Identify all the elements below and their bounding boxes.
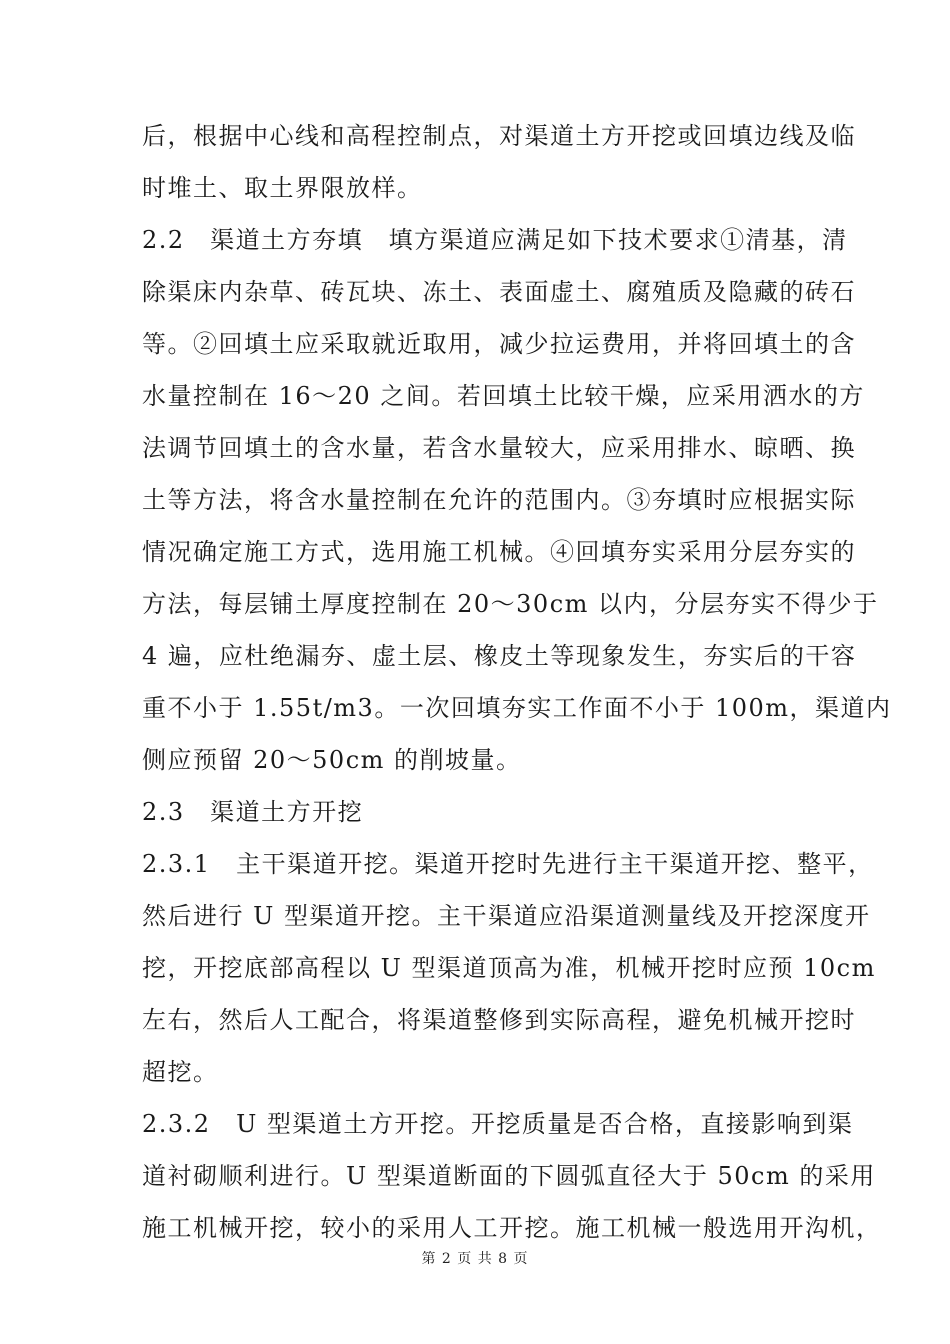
text-line: 道衬砌顺利进行。U 型渠道断面的下圆弧直径大于 50cm 的采用 xyxy=(142,1162,876,1190)
text-line: 法调节回填土的含水量，若含水量较大，应采用排水、晾晒、换 xyxy=(142,434,856,462)
text-line: 超挖。 xyxy=(142,1058,219,1086)
subsection-heading-line: 2.3.2 U 型渠道土方开挖。开挖质量是否合格，直接影响到渠 xyxy=(142,1110,854,1138)
text-line: 除渠床内杂草、砖瓦块、冻土、表面虚土、腐殖质及隐藏的砖石 xyxy=(142,278,856,306)
subsection-heading-line: 2.3.1 主干渠道开挖。渠道开挖时先进行主干渠道开挖、整平， xyxy=(142,850,874,878)
text-line: 等。②回填土应采取就近取用，减少拉运费用，并将回填土的含 xyxy=(142,330,856,358)
text-line: 情况确定施工方式，选用施工机械。④回填夯实采用分层夯实的 xyxy=(142,538,856,566)
section-heading: 2.3 渠道土方开挖 xyxy=(142,798,364,826)
body-text xyxy=(142,110,892,1254)
text-line: 施工机械开挖，较小的采用人工开挖。施工机械一般选用开沟机， xyxy=(142,1214,882,1242)
text-line: 时堆土、取土界限放样。 xyxy=(142,174,423,202)
text-line: 左右，然后人工配合，将渠道整修到实际高程，避免机械开挖时 xyxy=(142,1006,856,1034)
text-line: 4 遍，应杜绝漏夯、虚土层、橡皮土等现象发生，夯实后的干容 xyxy=(142,642,857,670)
text-line: 土等方法，将含水量控制在允许的范围内。③夯填时应根据实际 xyxy=(142,486,856,514)
text-line: 挖，开挖底部高程以 U 型渠道顶高为准，机械开挖时应预 10cm xyxy=(142,954,876,982)
text-line: 重不小于 1.55t/m3。一次回填夯实工作面不小于 100m，渠道内 xyxy=(142,694,892,722)
text-line: 后，根据中心线和高程控制点，对渠道土方开挖或回填边线及临 xyxy=(142,122,856,150)
text-line: 水量控制在 16～20 之间。若回填土比较干燥，应采用洒水的方 xyxy=(142,382,865,410)
text-line: 侧应预留 20～50cm 的削坡量。 xyxy=(142,746,522,774)
text-line: 方法，每层铺土厚度控制在 20～30cm 以内，分层夯实不得少于 xyxy=(142,590,879,618)
text-line: 然后进行 U 型渠道开挖。主干渠道应沿渠道测量线及开挖深度开 xyxy=(142,902,871,930)
page-number-footer: 第 2 页 共 8 页 xyxy=(421,1251,529,1267)
section-heading-line: 2.2 渠道土方夯填 填方渠道应满足如下技术要求①清基，清 xyxy=(142,226,848,254)
